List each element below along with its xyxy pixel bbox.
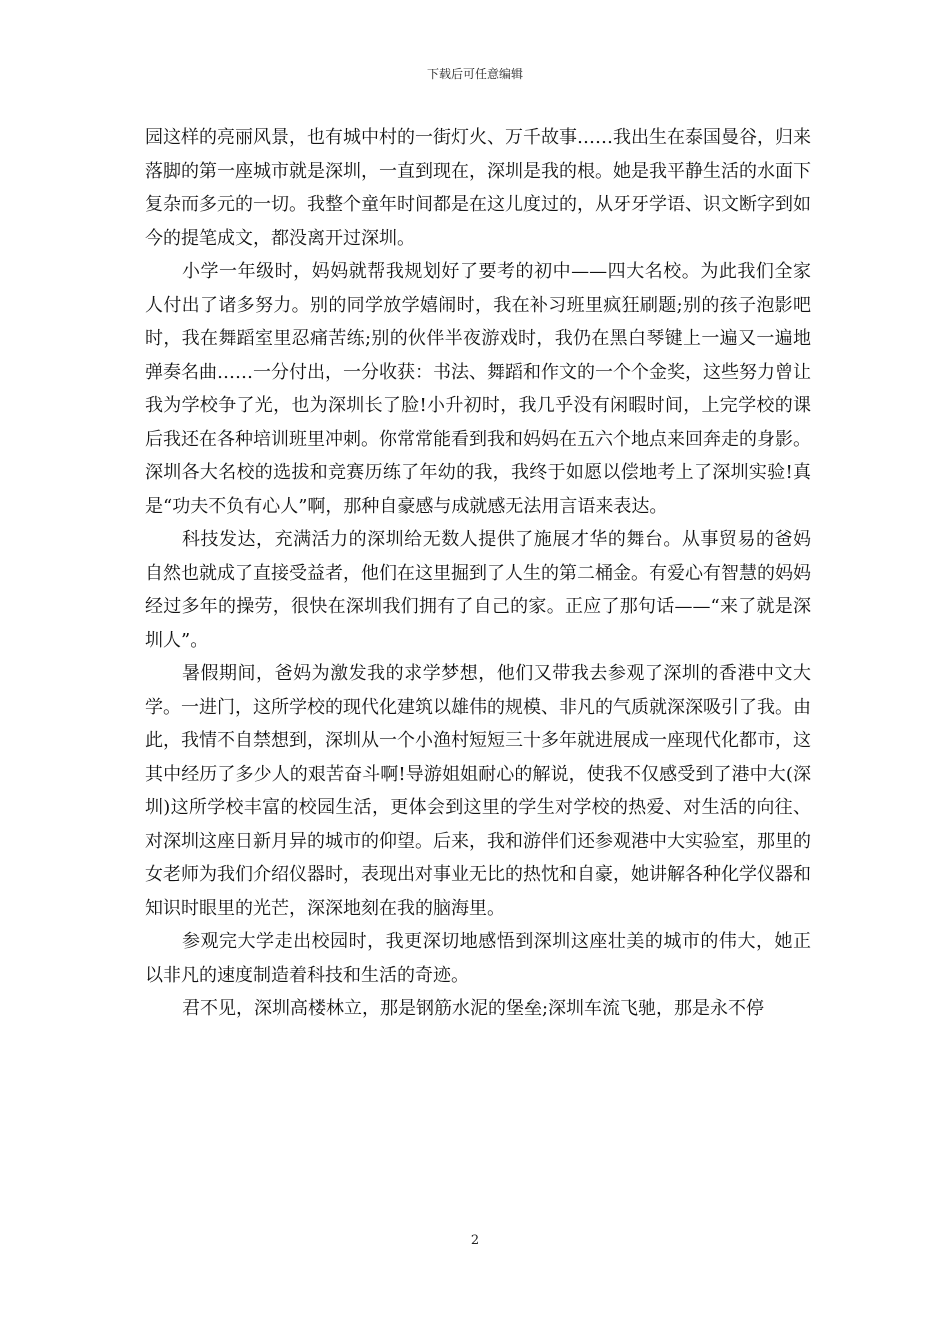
paragraph: 参观完大学走出校园时，我更深切地感悟到深圳这座壮美的城市的伟大，她正以非凡的速度制造着科技和生活的奇迹。 bbox=[145, 931, 811, 986]
paragraph-continued: 园这样的亮丽风景，也有城中村的一街灯火、万千故事……我出生在泰国曼谷，归来落脚的第一座城市就是深圳，一直到现在，深圳是我的根。她是我平静生活的水面下复杂而多元的一切。我整个童年时间都是在这儿度过的，从牙牙学语、识文断字到如今的提笔成文，都没离开过深圳。 bbox=[145, 127, 811, 249]
paragraph: 小学一年级时，妈妈就帮我规划好了要考的初中——四大名校。为此我们全家人付出了诸多努力。别的同学放学嬉闹时，我在补习班里疯狂刷题;别的孩子泡影吧时，我在舞蹈室里忍痛苦练;别的伙伴半夜游戏时，我仍在黑白琴键上一遍又一遍地弹奏名曲……一分付出，一分收获：书法、舞蹈和作文的一个个金奖，这些努力曾让我为学校争了光，也为深圳长了脸!小升初时，我几乎没有闲暇时间，上完学校的课后我还在各种培训班里冲刺。你常常能看到我和妈妈在五六个地点来回奔走的身影。深圳各大名校的选拔和竞赛历练了年幼的我，我终于如愿以偿地考上了深圳实验!真是“功夫不负有心人”啊，那种自豪感与成就感无法用言语来表达。 bbox=[145, 261, 811, 517]
document-body bbox=[145, 121, 811, 1026]
paragraph: 君不见，深圳高楼林立，那是钢筋水泥的堡垒;深圳车流飞驰，那是永不停 bbox=[182, 998, 765, 1019]
paragraph: 暑假期间，爸妈为激发我的求学梦想，他们又带我去参观了深圳的香港中文大学。一进门，这所学校的现代化建筑以雄伟的规模、非凡的气质就深深吸引了我。由此，我情不自禁想到，深圳从一个小渔村短短三十多年就进展成一座现代化都市，这其中经历了多少人的艰苦奋斗啊!导游姐姐耐心的解说，使我不仅感受到了港中大(深圳)这所学校丰富的校园生活，更体会到这里的学生对学校的热爱、对生活的向往、对深圳这座日新月异的城市的仰望。后来，我和游伴们还参观港中大实验室，那里的女老师为我们介绍仪器时，表现出对事业无比的热忱和自豪，她讲解各种化学仪器和知识时眼里的光芒，深深地刻在我的脑海里。 bbox=[145, 663, 811, 919]
page-number: 2 bbox=[470, 1233, 480, 1248]
page-header: 下载后可任意编辑 bbox=[426, 67, 523, 81]
paragraph: 科技发达，充满活力的深圳给无数人提供了施展才华的舞台。从事贸易的爸妈自然也就成了直接受益者，他们在这里掘到了人生的第二桶金。有爱心有智慧的妈妈经过多年的操劳，很快在深圳我们拥有了自己的家。正应了那句话——“来了就是深圳人”。 bbox=[145, 529, 811, 651]
